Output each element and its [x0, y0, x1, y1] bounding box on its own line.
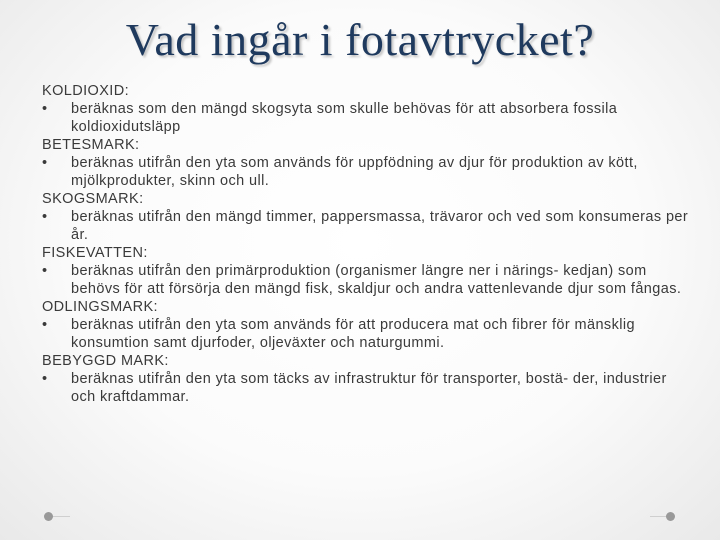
decorative-line-left: [52, 516, 70, 517]
section-heading: ODLINGSMARK:: [42, 299, 158, 315]
section-heading: BETESMARK:: [42, 137, 140, 153]
section-betesmark: [42, 136, 692, 190]
bullet-text: beräknas utifrån den primärproduktion (organismer längre ner i närings- kedjan) som behövs för att försörja den mängd fisk, skaldjur och andra vattenlevande djur som fångas.: [71, 263, 682, 297]
bullet-item: [42, 100, 692, 136]
bullet-text: beräknas utifrån den yta som används för uppfödning av djur för produktion av kött, mjölkprodukter, skinn och ull.: [71, 155, 638, 189]
section-koldioxid: [42, 82, 692, 136]
bullet-text: beräknas utifrån den yta som används för att producera mat och fibrer för mänsklig konsumtion samt djurfoder, oljeväxter och naturgummi.: [71, 317, 635, 351]
bullet-icon: •: [42, 263, 48, 279]
bullet-text: beräknas utifrån den mängd timmer, pappersmassa, trävaror och ved som konsumeras per år.: [71, 209, 689, 243]
bullet-icon: •: [42, 209, 48, 225]
bullet-text: beräknas som den mängd skogsyta som skulle behövas för att absorbera fossila koldioxidutsläpp: [71, 101, 618, 135]
bullet-icon: •: [42, 371, 48, 387]
section-odlingsmark: [42, 298, 692, 352]
bullet-item: [42, 370, 692, 406]
slide-title: Vad ingår i fotavtrycket?: [125, 14, 595, 65]
bullet-item: [42, 154, 692, 190]
decorative-dot-left: [44, 512, 53, 521]
bullet-icon: •: [42, 155, 48, 171]
bullet-text: beräknas utifrån den yta som täcks av infrastruktur för transporter, bostä- der, industrier och kraftdammar.: [71, 371, 667, 405]
section-fiskevatten: [42, 244, 692, 298]
slide-content: [42, 82, 692, 406]
section-heading: BEBYGGD MARK:: [42, 353, 169, 369]
bullet-item: [42, 316, 692, 352]
section-heading: KOLDIOXID:: [42, 83, 129, 99]
section-heading: SKOGSMARK:: [42, 191, 144, 207]
section-bebyggd-mark: [42, 352, 692, 406]
bullet-item: [42, 262, 692, 298]
bullet-icon: •: [42, 101, 48, 117]
section-heading: FISKEVATTEN:: [42, 245, 148, 261]
decorative-dot-right: [666, 512, 675, 521]
section-skogsmark: [42, 190, 692, 244]
bullet-item: [42, 208, 692, 244]
bullet-icon: •: [42, 317, 48, 333]
